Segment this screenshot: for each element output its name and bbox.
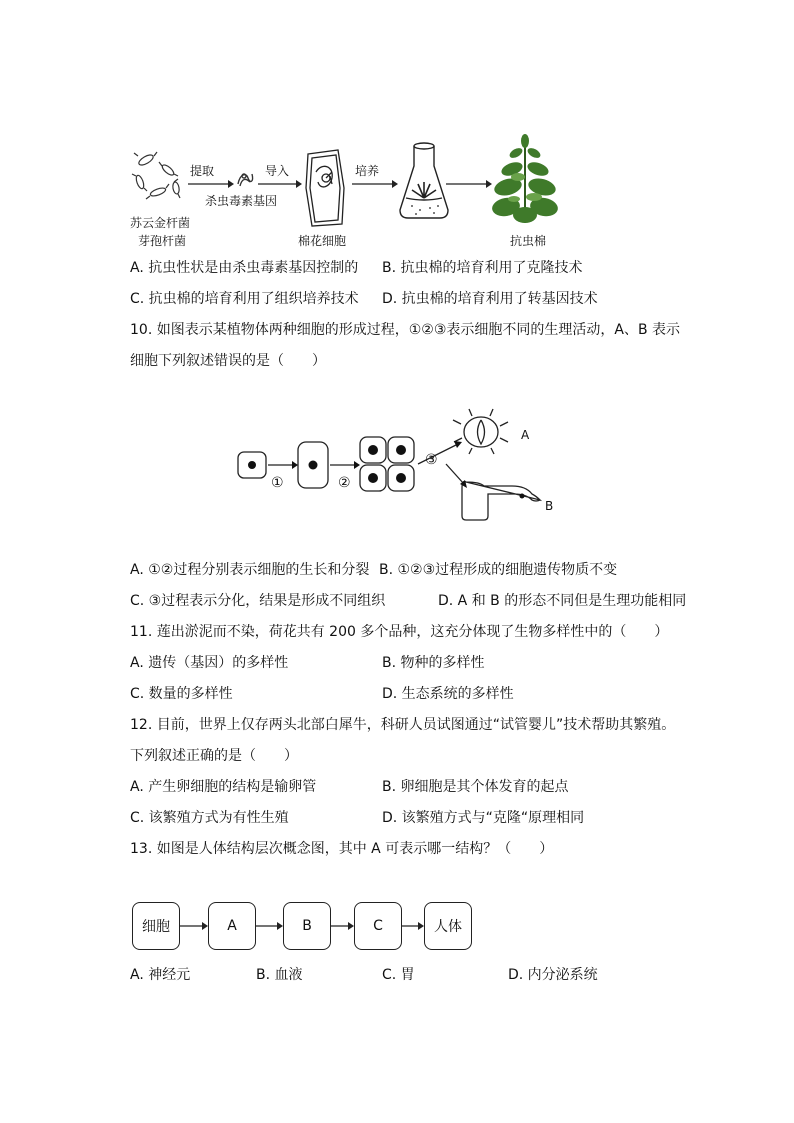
cotton-plant-illustration: [492, 133, 558, 225]
level-arrows: [178, 921, 428, 931]
q10-stem-line1: 10. 如图表示某植物体两种细胞的形成过程，①②③表示细胞不同的生理活动，A、B 表示: [130, 322, 680, 338]
q13-option-c[interactable]: C. 胃: [382, 967, 415, 983]
q13-option-d[interactable]: D. 内分泌系统: [508, 967, 598, 983]
culture-flask-illustration: [398, 140, 450, 222]
level-box-b: B: [283, 902, 331, 950]
q10-option-b[interactable]: B. ①②③过程形成的细胞遗传物质不变: [379, 562, 618, 578]
q12-option-b[interactable]: B. 卵细胞是其个体发育的起点: [382, 779, 569, 795]
q11-option-c[interactable]: C. 数量的多样性: [130, 686, 233, 702]
culture-label: 培养: [355, 164, 380, 178]
cell-process-diagram: [236, 408, 566, 524]
arrow-import: [258, 180, 302, 188]
q11-option-a[interactable]: A. 遗传（基因）的多样性: [130, 655, 289, 671]
level-box-c: C: [354, 902, 402, 950]
q9-option-b[interactable]: B. 抗虫棉的培育利用了克隆技术: [382, 260, 583, 276]
step-3-label: ③: [425, 452, 438, 468]
cotton-cell-illustration: [302, 148, 348, 228]
q13-stem: 13. 如图是人体结构层次概念图，其中 A 可表示哪一结构？（ ）: [130, 841, 554, 857]
import-label: 导入: [265, 164, 290, 178]
step-1-label: ①: [271, 475, 284, 491]
bacteria-label-1: 苏云金杆菌: [130, 216, 191, 230]
cell-b-label: B: [545, 499, 554, 513]
q9-option-a[interactable]: A. 抗虫性状是由杀虫毒素基因控制的: [130, 260, 359, 276]
plant-label: 抗虫棉: [510, 234, 547, 248]
extract-label: 提取: [190, 164, 215, 178]
gene-fragment-icon: [234, 168, 256, 190]
q12-option-a[interactable]: A. 产生卵细胞的结构是输卵管: [130, 779, 317, 795]
q9-option-d[interactable]: D. 抗虫棉的培育利用了转基因技术: [382, 291, 598, 307]
q10-stem-line2: 细胞下列叙述错误的是（ ）: [130, 353, 326, 369]
q12-stem-line2: 下列叙述正确的是（ ）: [130, 748, 298, 764]
arrow-grow: [446, 180, 492, 188]
q12-option-c[interactable]: C. 该繁殖方式为有性生殖: [130, 810, 289, 826]
q10-option-d[interactable]: D. A 和 B 的形态不同但是生理功能相同: [438, 593, 687, 609]
q13-option-b[interactable]: B. 血液: [256, 967, 303, 983]
bacteria-label-2: 芽孢杆菌: [138, 234, 187, 248]
gene-label: 杀虫毒素基因: [205, 194, 278, 208]
level-box-human: 人体: [424, 902, 472, 950]
level-box-cell: 细胞: [132, 902, 180, 950]
cell-a-label: A: [521, 428, 530, 442]
q11-option-d[interactable]: D. 生态系统的多样性: [382, 686, 514, 702]
level-box-a: A: [208, 902, 256, 950]
q9-option-c[interactable]: C. 抗虫棉的培育利用了组织培养技术: [130, 291, 359, 307]
arrow-extract: [188, 180, 234, 188]
q11-option-b[interactable]: B. 物种的多样性: [382, 655, 485, 671]
q12-stem-line1: 12. 目前，世界上仅存两头北部白犀牛，科研人员试图通过“试管婴儿”技术帮助其繁殖。: [130, 717, 676, 733]
bacteria-illustration: [130, 148, 185, 208]
q10-option-a[interactable]: A. ①②过程分别表示细胞的生长和分裂: [130, 562, 370, 578]
cell-label: 棉花细胞: [298, 234, 347, 248]
q10-option-c[interactable]: C. ③过程表示分化，结果是形成不同组织: [130, 593, 386, 609]
q13-option-a[interactable]: A. 神经元: [130, 967, 191, 983]
step-2-label: ②: [338, 475, 351, 491]
q12-option-d[interactable]: D. 该繁殖方式与“克隆“原理相同: [382, 810, 585, 826]
arrow-culture: [352, 180, 398, 188]
q11-stem: 11. 莲出淤泥而不染，荷花共有 200 多个品种，这充分体现了生物多样性中的（ ）: [130, 624, 669, 640]
